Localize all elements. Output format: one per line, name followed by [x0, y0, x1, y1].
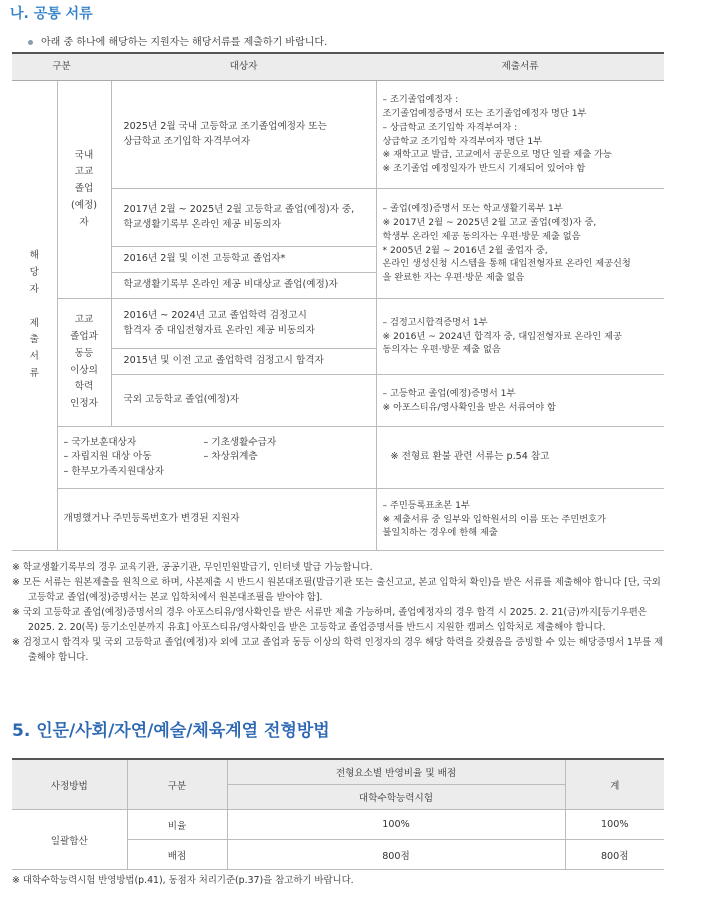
- welfare-left-list: – 국가보훈대상자 – 자립지원 대상 아동 – 한부모가족지원대상자: [63, 436, 165, 477]
- header-ratio: 전형요소별 반영비율 및 배점: [227, 759, 565, 785]
- row-label: 비율: [127, 810, 227, 840]
- ged-target1-cell: 2016년 ~ 2024년 고교 졸업학력 검정고시 합격자 중 대입전형자료 온라인 제공 비동의자: [111, 299, 376, 349]
- footnote: ※ 대학수학능력시험 반영방법(p.41), 동점자 처리기준(p.37)을 참고하기 바랍니다.: [12, 875, 354, 886]
- selection-method-table: [12, 758, 664, 870]
- table-row: [12, 299, 664, 349]
- header-category: 구분: [127, 759, 227, 810]
- note-item: ※ 검정고시 합격자 및 국외 고등학교 졸업(예정)자 외에 고교 졸업과 동등 이상의 학력 인정자의 경우 해당 학력을 갖췄음을 증빙할 수 있는 해당증명서 1부를 제출해야 합니다.: [12, 637, 664, 664]
- bullet-dot-icon: [28, 40, 33, 45]
- header-method: 사정방법: [12, 759, 127, 810]
- table-row: [12, 810, 664, 840]
- early-docs-cell: – 조기졸업예정자 : 조기졸업예정증명서 또는 조기졸업예정자 명단 1부 – 상급학교 조기입학 자격부여자 : 상급학교 조기입학 자격부여자 명단 1부 ※ 재학고교 발급, 고교에서 공문으로 명단 일괄 제출 가능 ※ 조기졸업 예정일자가 반드시 기재되어 있어야 함: [376, 81, 664, 189]
- welfare-target-cell: [57, 427, 376, 489]
- instruction-text: 아래 중 하나에 해당하는 지원자는 해당서류를 제출하기 바랍니다.: [41, 37, 328, 48]
- table-header-row: [12, 53, 664, 81]
- common-documents-table: [12, 52, 664, 551]
- note-item: ※ 학교생활기록부의 경우 교육기관, 공공기관, 무인민원발급기, 인터넷 발급 가능합니다.: [12, 562, 373, 573]
- foreign-target-cell: 국외 고등학교 졸업(예정)자: [111, 375, 376, 427]
- table-row: [12, 427, 664, 489]
- note-item: ※ 국외 고등학교 졸업(예정)증명서의 경우 아포스티유/영사확인을 받은 서류만 제출 가능하며, 졸업예정자의 경우 합격 시 2025. 2. 21(금)까지[등기우편은 2025. 2. 20(목) 등기소인분까지 유효] 아포스티유/영사확인을 받은 고등학교 졸업증명서를 반드시 지원한 캠퍼스 입학처로 제출해야 합니다.: [12, 607, 647, 634]
- section5-title: 5. 인문/사회/자연/예술/체육계열 전형방법: [12, 721, 330, 741]
- group-domestic-label: 국내 고교 졸업 (예정) 자: [57, 81, 111, 299]
- instruction-bullet: [28, 33, 327, 48]
- early-target-cell: 2025년 2월 국내 고등학교 조기졸업예정자 또는 상급학교 조기입학 자격부여자: [111, 81, 376, 189]
- header-documents: 제출서류: [376, 53, 664, 81]
- note-item: ※ 모든 서류는 원본제출을 원칙으로 하며, 사본제출 시 반드시 원본대조필(발급기관 또는 출신고교, 본교 입학처 확인)을 받은 서류를 제출해야 합니다 [단, 국외 고등학교 졸업(예정)증명서는 본교 입학처에서 원본대조필을 받아야 함].: [12, 577, 661, 604]
- ged-target2-cell: 2015년 및 이전 고교 졸업학력 검정고시 합격자: [111, 349, 376, 375]
- total-value: 100%: [565, 810, 664, 840]
- grad-docs-cell: – 졸업(예정)증명서 또는 학교생활기록부 1부 ※ 2017년 2월 ~ 2025년 2월 고교 졸업(예정)자 중, 학생부 온라인 제공 동의자는 우편·방문 제출 없음 * 2005년 2월 ~ 2016년 2월 졸업자 중, 온라인 생성신청 시스템을 통해 대입전형자료 온라인 제공신청 을 완료한 자는 우편·방문 제출 없음: [376, 189, 664, 299]
- welfare-docs-cell: ※ 전형료 환불 관련 서류는 p.54 참고: [376, 427, 664, 489]
- rrn-target-cell: 개명했거나 주민등록번호가 변경된 지원자: [57, 489, 376, 551]
- header-target: 대상자: [111, 53, 376, 81]
- table-row: [12, 489, 664, 551]
- total-value: 800점: [565, 840, 664, 870]
- group-equiv-label: 고교 졸업과 동등 이상의 학력 인정자: [57, 299, 111, 427]
- header-category: 구분: [12, 53, 111, 81]
- section-title: 나. 공통 서류: [10, 6, 93, 22]
- group-main-label: 해 당 자 제 출 서 류: [12, 81, 57, 551]
- foreign-docs-cell: – 고등학교 졸업(예정)증명서 1부 ※ 아포스티유/영사확인을 받은 서류여야 함: [376, 375, 664, 427]
- grad-target3-cell: 학교생활기록부 온라인 제공 비대상교 졸업(예정)자: [111, 273, 376, 299]
- welfare-right-list: – 기초생활수급자 – 차상위계층: [203, 436, 277, 463]
- csat-value: 100%: [227, 810, 565, 840]
- row-label: 배점: [127, 840, 227, 870]
- csat-value: 800점: [227, 840, 565, 870]
- rrn-docs-cell: – 주민등록표초본 1부 ※ 제출서류 중 일부와 입학원서의 이름 또는 주민번호가 불일치하는 경우에 한해 제출: [376, 489, 664, 551]
- table-row: [12, 81, 664, 189]
- notes-block: [12, 560, 664, 665]
- grad-target1-cell: 2017년 2월 ~ 2025년 2월 고등학교 졸업(예정)자 중, 학교생활기록부 온라인 제공 비동의자: [111, 189, 376, 247]
- header-total: 계: [565, 759, 664, 810]
- grad-target2-cell: 2016년 2월 및 이전 고등학교 졸업자*: [111, 247, 376, 273]
- ged-docs-cell: – 검정고시합격증명서 1부 ※ 2016년 ~ 2024년 합격자 중, 대입전형자료 온라인 제공 동의자는 우편·방문 제출 없음: [376, 299, 664, 375]
- method-cell: 일괄합산: [12, 810, 127, 870]
- header-csat: 대학수학능력시험: [227, 785, 565, 810]
